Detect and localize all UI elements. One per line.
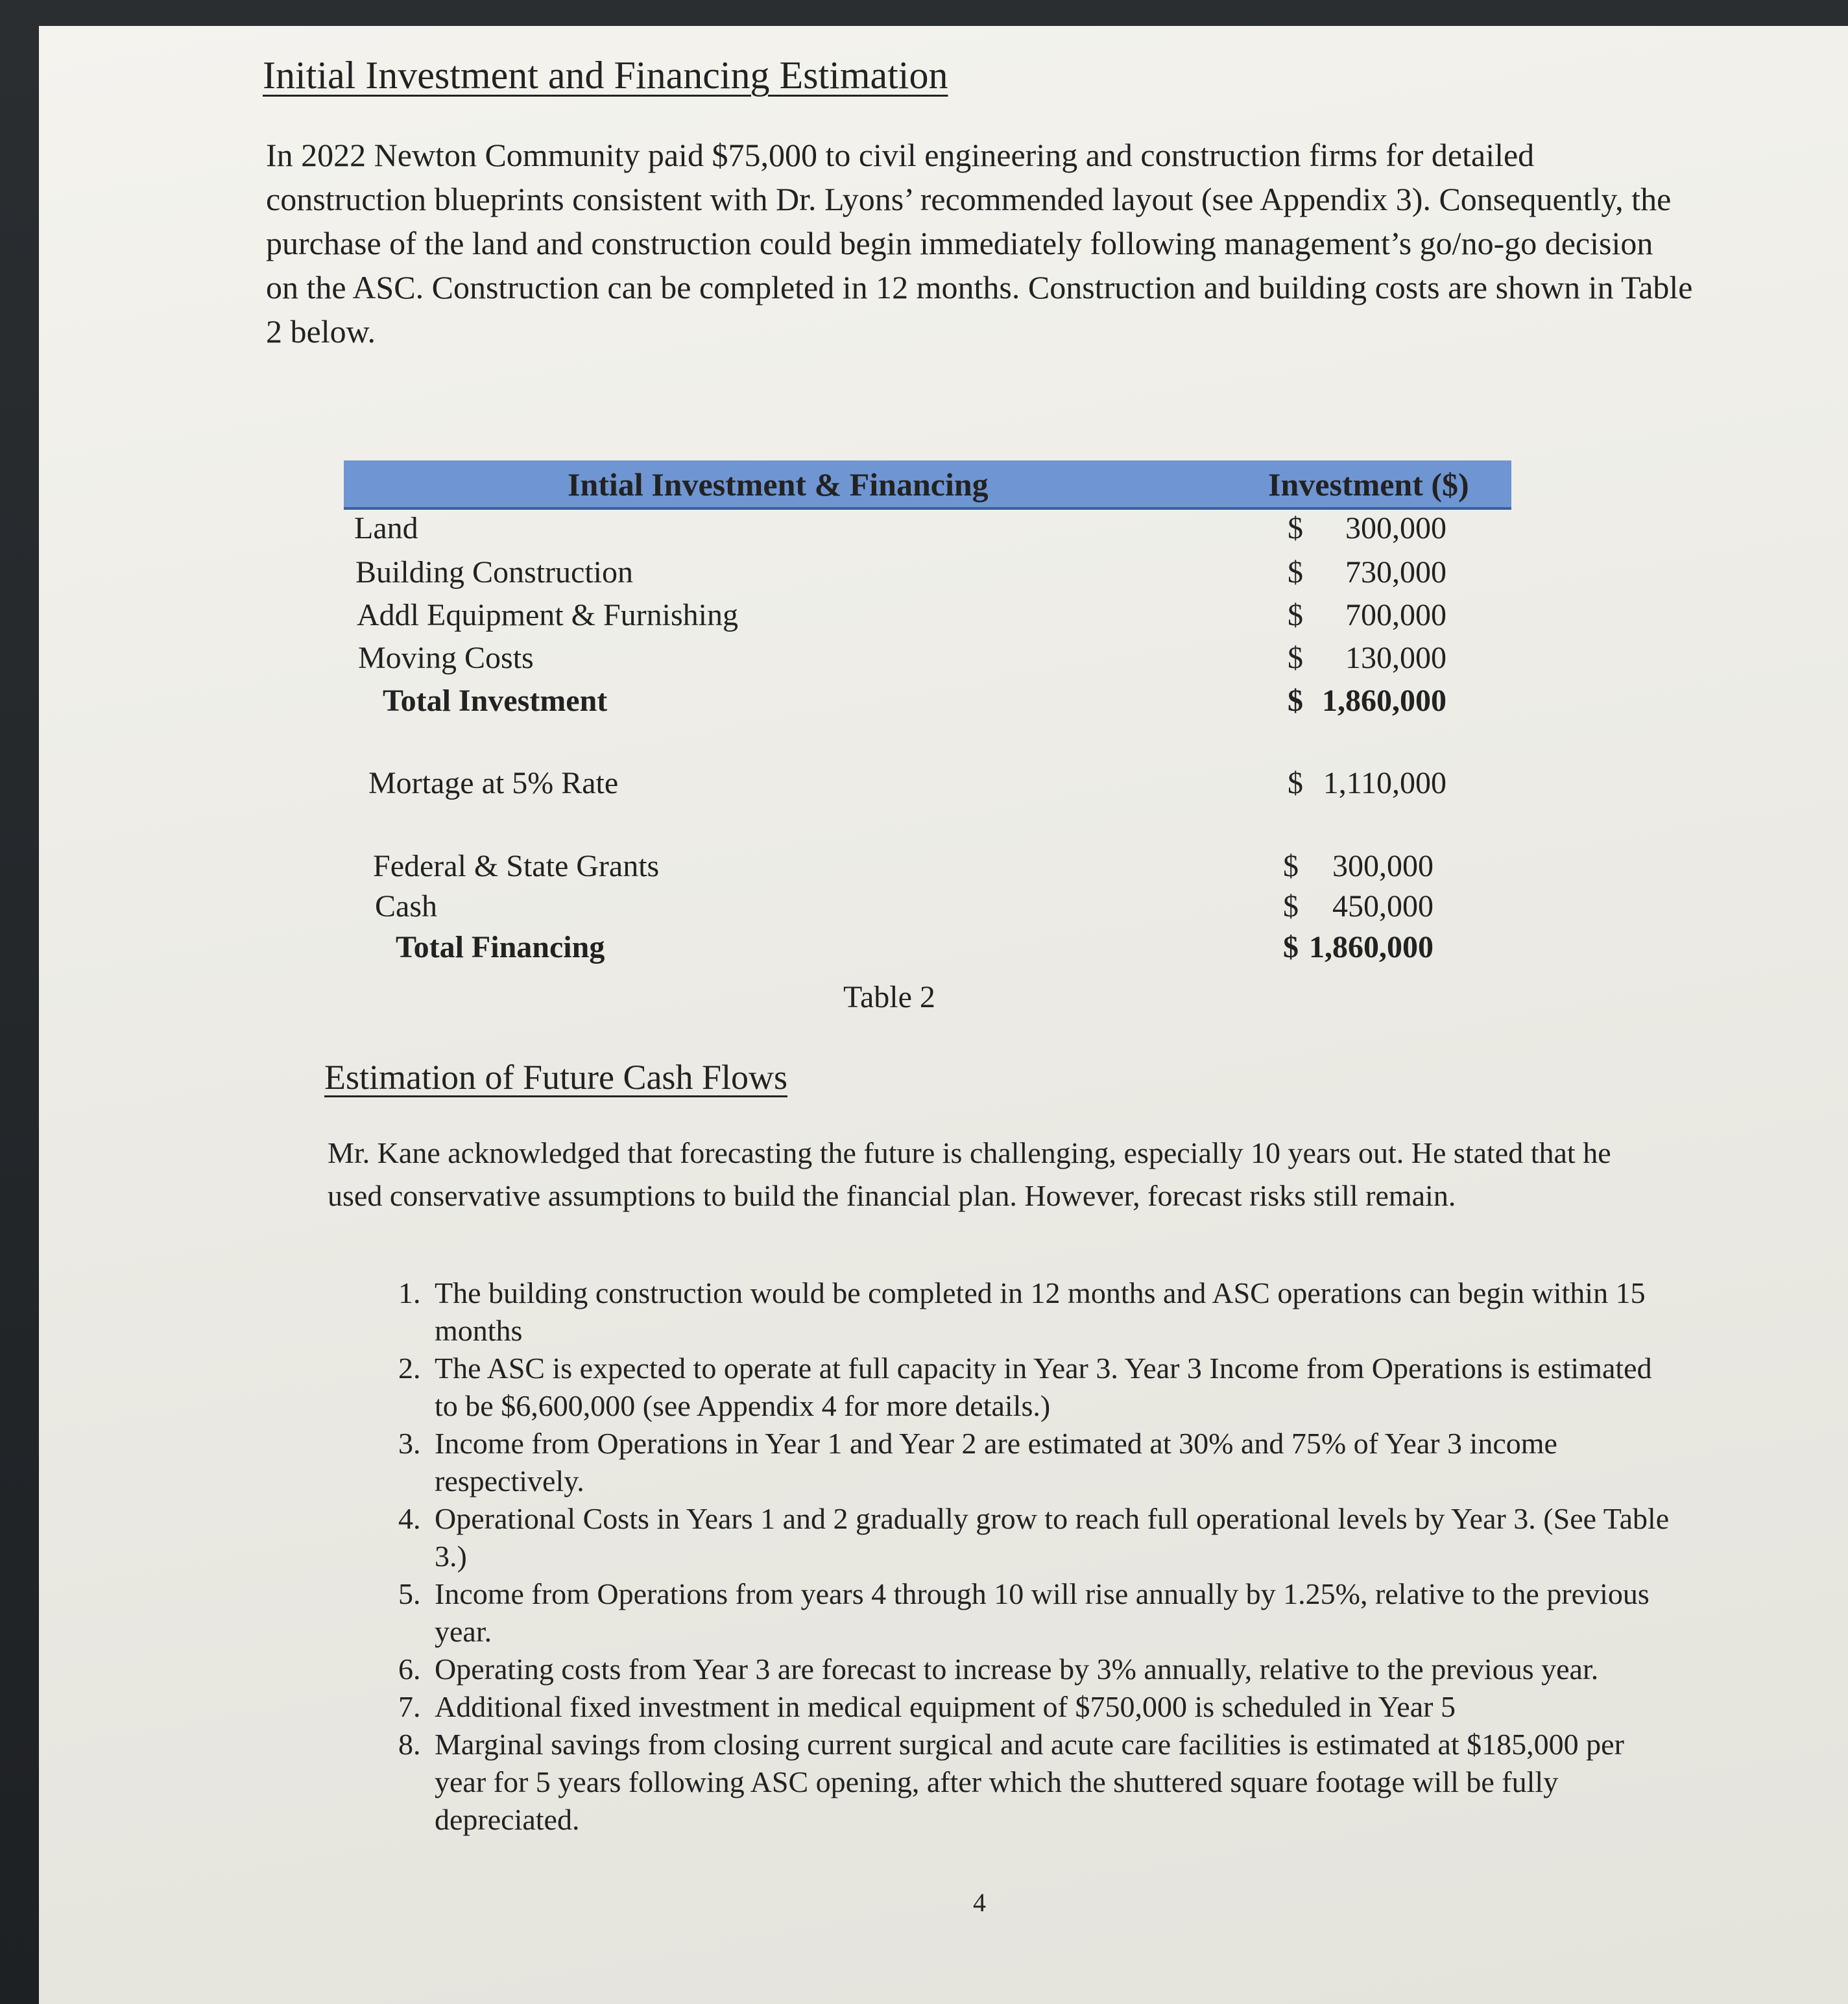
currency-symbol: $ xyxy=(1288,684,1303,718)
row-amount: 130,000 xyxy=(1345,641,1446,675)
row-label: Federal & State Grants xyxy=(373,849,660,883)
list-item: 8. Marginal savings from closing current surgical and acute care facilities is estimated at $185,000 per year for 5 years following ASC opening, after which the shuttered square footage will be fully depreciated. xyxy=(428,1726,1680,1839)
investment-financing-table xyxy=(344,431,1511,964)
section-heading-cash-flows: Estimation of Future Cash Flows xyxy=(324,1058,787,1097)
section-heading-investment: Initial Investment and Financing Estimation xyxy=(263,54,948,97)
currency-symbol: $ xyxy=(1283,849,1299,883)
row-amount: 300,000 xyxy=(1345,511,1446,545)
list-item: 1. The building construction would be completed in 12 months and ASC operations can begin within 15 months xyxy=(428,1274,1680,1350)
row-amount: 450,000 xyxy=(1332,889,1434,924)
row-label: Addl Equipment & Furnishing xyxy=(357,598,738,632)
total-financing-amount: 1,860,000 xyxy=(1309,930,1434,964)
table-row xyxy=(344,555,1511,596)
row-amount: 700,000 xyxy=(1345,598,1446,632)
total-financing-label: Total Financing xyxy=(396,930,605,964)
cash-flow-paragraph xyxy=(328,1132,1638,1217)
row-label: Cash xyxy=(375,889,437,924)
mortgage-row xyxy=(344,765,1511,807)
row-label: Moving Costs xyxy=(358,641,534,675)
row-amount: 300,000 xyxy=(1332,849,1434,883)
header-investment-amount: Investment ($) xyxy=(1268,466,1469,503)
table-caption: Table 2 xyxy=(843,980,935,1014)
intro-paragraph xyxy=(266,133,1693,353)
currency-symbol: $ xyxy=(1288,766,1303,800)
row-label: Building Construction xyxy=(355,555,634,590)
list-item: 2. The ASC is expected to operate at full capacity in Year 3. Year 3 Income from Operations is estimated to be $6,600,000 (see Appendix 4 for more details.) xyxy=(428,1350,1680,1425)
currency-symbol: $ xyxy=(1283,889,1299,924)
list-item: 4. Operational Costs in Years 1 and 2 gradually grow to reach full operational levels by Year 3. (See Table 3.) xyxy=(428,1500,1680,1575)
list-item: 6. Operating costs from Year 3 are forecast to increase by 3% annually, relative to the previous year. xyxy=(428,1651,1680,1688)
row-label: Land xyxy=(354,511,418,545)
list-item: 7. Additional fixed investment in medical equipment of $750,000 is scheduled in Year 5 xyxy=(428,1688,1680,1726)
table-row xyxy=(344,889,1511,930)
page-number: 4 xyxy=(973,1888,986,1917)
table-row xyxy=(344,597,1511,639)
header-investment-financing: Intial Investment & Financing xyxy=(568,466,989,503)
list-item: 3. Income from Operations in Year 1 and Year 2 are estimated at 30% and 75% of Year 3 income respectively. xyxy=(428,1425,1680,1500)
table-row xyxy=(344,510,1511,552)
table-header xyxy=(344,460,1511,510)
currency-symbol: $ xyxy=(1283,930,1299,964)
cash-flow-paragraph-text: Mr. Kane acknowledged that forecasting the future is challenging, especially 10 years out. He stated that he used conservative assumptions to build the financial plan. However, forecast risks still remain. xyxy=(328,1136,1611,1212)
currency-symbol: $ xyxy=(1288,555,1303,590)
total-investment-amount: 1,860,000 xyxy=(1322,684,1446,718)
intro-paragraph-text: In 2022 Newton Community paid $75,000 to civil engineering and construction firms for detailed construction blueprints consistent with Dr. Lyons’ recommended layout (see Appendix 3). Consequently, the purchase of the land and construction could begin immediately following management’s go/no-go decision on the ASC. Construction can be completed in 12 months. Construction and building costs are shown in Table 2 below. xyxy=(266,137,1693,350)
currency-symbol: $ xyxy=(1288,598,1303,632)
currency-symbol: $ xyxy=(1288,511,1303,545)
currency-symbol: $ xyxy=(1288,641,1303,675)
mortgage-amount: 1,110,000 xyxy=(1323,766,1446,800)
mortgage-label: Mortage at 5% Rate xyxy=(368,766,619,800)
table-row xyxy=(344,640,1511,682)
list-item: 5. Income from Operations from years 4 through 10 will rise annually by 1.25%, relative to the previous year. xyxy=(428,1575,1680,1651)
total-investment-row xyxy=(344,683,1511,724)
assumption-list xyxy=(376,1274,1680,1839)
table-row xyxy=(344,848,1511,890)
total-investment-label: Total Investment xyxy=(383,684,608,718)
total-financing-row xyxy=(344,929,1511,971)
document-page xyxy=(39,26,1848,2004)
row-amount: 730,000 xyxy=(1345,555,1446,590)
